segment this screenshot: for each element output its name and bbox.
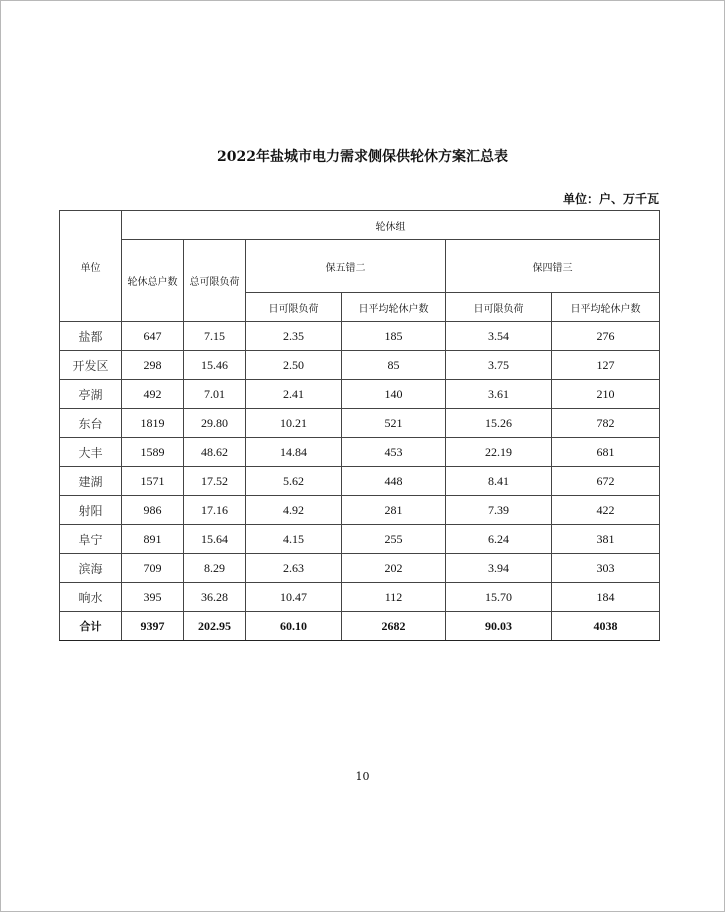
cell-unit-name: 东台 — [60, 409, 122, 438]
cell-unit-name: 射阳 — [60, 496, 122, 525]
cell-b-load: 22.19 — [446, 438, 552, 467]
cell-b-load: 6.24 — [446, 525, 552, 554]
cell-a-load: 10.47 — [246, 583, 342, 612]
cell-total-households: 1589 — [122, 438, 184, 467]
cell-total-load: 48.62 — [184, 438, 246, 467]
cell-unit-name: 滨海 — [60, 554, 122, 583]
cell-a-load: 4.92 — [246, 496, 342, 525]
cell-a-households: 521 — [342, 409, 446, 438]
cell-a-load: 5.62 — [246, 467, 342, 496]
cell-b-load: 90.03 — [446, 612, 552, 641]
cell-a-load: 4.15 — [246, 525, 342, 554]
cell-total-load: 17.52 — [184, 467, 246, 496]
header-daily-households-a: 日平均轮休户数 — [342, 293, 446, 322]
cell-b-households: 782 — [552, 409, 660, 438]
cell-unit-name: 响水 — [60, 583, 122, 612]
cell-total-load: 15.64 — [184, 525, 246, 554]
cell-a-households: 281 — [342, 496, 446, 525]
cell-a-households: 255 — [342, 525, 446, 554]
header-daily-households-b: 日平均轮休户数 — [552, 293, 660, 322]
cell-a-households: 112 — [342, 583, 446, 612]
cell-b-households: 276 — [552, 322, 660, 351]
cell-b-load: 7.39 — [446, 496, 552, 525]
cell-b-load: 3.75 — [446, 351, 552, 380]
table-row — [60, 525, 660, 554]
cell-b-households: 4038 — [552, 612, 660, 641]
header-daily-load-a: 日可限负荷 — [246, 293, 342, 322]
cell-total-households: 395 — [122, 583, 184, 612]
table-row — [60, 467, 660, 496]
header-total-households: 轮休总户数 — [122, 240, 184, 322]
cell-a-households: 185 — [342, 322, 446, 351]
cell-total-households: 9397 — [122, 612, 184, 641]
cell-a-load: 60.10 — [246, 612, 342, 641]
cell-total-load: 8.29 — [184, 554, 246, 583]
cell-a-load: 2.50 — [246, 351, 342, 380]
cell-total-name: 合计 — [60, 612, 122, 641]
header-total-load: 总可限负荷 — [184, 240, 246, 322]
cell-unit-name: 建湖 — [60, 467, 122, 496]
header-group: 轮休组 — [122, 211, 660, 240]
cell-b-load: 8.41 — [446, 467, 552, 496]
table-row — [60, 351, 660, 380]
cell-total-load: 7.01 — [184, 380, 246, 409]
cell-a-households: 85 — [342, 351, 446, 380]
table-row — [60, 583, 660, 612]
cell-b-households: 381 — [552, 525, 660, 554]
table-row — [60, 554, 660, 583]
cell-b-households: 422 — [552, 496, 660, 525]
header-unit: 单位 — [60, 211, 122, 322]
page-number: 10 — [355, 770, 370, 783]
cell-total-households: 647 — [122, 322, 184, 351]
cell-b-load: 15.70 — [446, 583, 552, 612]
cell-a-load: 14.84 — [246, 438, 342, 467]
table-row — [60, 380, 660, 409]
cell-b-load: 15.26 — [446, 409, 552, 438]
cell-b-households: 210 — [552, 380, 660, 409]
cell-total-load: 36.28 — [184, 583, 246, 612]
header-subgroup-b: 保四错三 — [446, 240, 660, 293]
cell-unit-name: 亭湖 — [60, 380, 122, 409]
table-total-row — [60, 612, 660, 641]
cell-b-load: 3.94 — [446, 554, 552, 583]
cell-unit-name: 开发区 — [60, 351, 122, 380]
cell-total-households: 492 — [122, 380, 184, 409]
cell-total-households: 298 — [122, 351, 184, 380]
cell-total-households: 986 — [122, 496, 184, 525]
rotation-plan-table — [59, 210, 660, 641]
cell-b-households: 672 — [552, 467, 660, 496]
table-row — [60, 438, 660, 467]
cell-b-load: 3.54 — [446, 322, 552, 351]
table-row — [60, 322, 660, 351]
table-row — [60, 496, 660, 525]
cell-total-load: 7.15 — [184, 322, 246, 351]
cell-a-households: 453 — [342, 438, 446, 467]
cell-b-households: 681 — [552, 438, 660, 467]
cell-total-load: 15.46 — [184, 351, 246, 380]
cell-a-households: 448 — [342, 467, 446, 496]
cell-b-households: 127 — [552, 351, 660, 380]
cell-a-load: 2.63 — [246, 554, 342, 583]
cell-unit-name: 大丰 — [60, 438, 122, 467]
cell-total-load: 202.95 — [184, 612, 246, 641]
cell-total-load: 17.16 — [184, 496, 246, 525]
cell-total-load: 29.80 — [184, 409, 246, 438]
header-subgroup-a: 保五错二 — [246, 240, 446, 293]
cell-unit-name: 盐都 — [60, 322, 122, 351]
table-row — [60, 409, 660, 438]
cell-a-households: 2682 — [342, 612, 446, 641]
document-title: 2022年盐城市电力需求侧保供轮休方案汇总表 — [217, 149, 508, 165]
cell-total-households: 709 — [122, 554, 184, 583]
cell-b-households: 303 — [552, 554, 660, 583]
unit-label: 单位：户、万千瓦 — [562, 192, 659, 206]
cell-total-households: 1571 — [122, 467, 184, 496]
cell-a-load: 10.21 — [246, 409, 342, 438]
cell-a-load: 2.35 — [246, 322, 342, 351]
cell-a-load: 2.41 — [246, 380, 342, 409]
cell-a-households: 202 — [342, 554, 446, 583]
cell-total-households: 891 — [122, 525, 184, 554]
cell-a-households: 140 — [342, 380, 446, 409]
cell-b-households: 184 — [552, 583, 660, 612]
cell-unit-name: 阜宁 — [60, 525, 122, 554]
header-daily-load-b: 日可限负荷 — [446, 293, 552, 322]
cell-total-households: 1819 — [122, 409, 184, 438]
cell-b-load: 3.61 — [446, 380, 552, 409]
